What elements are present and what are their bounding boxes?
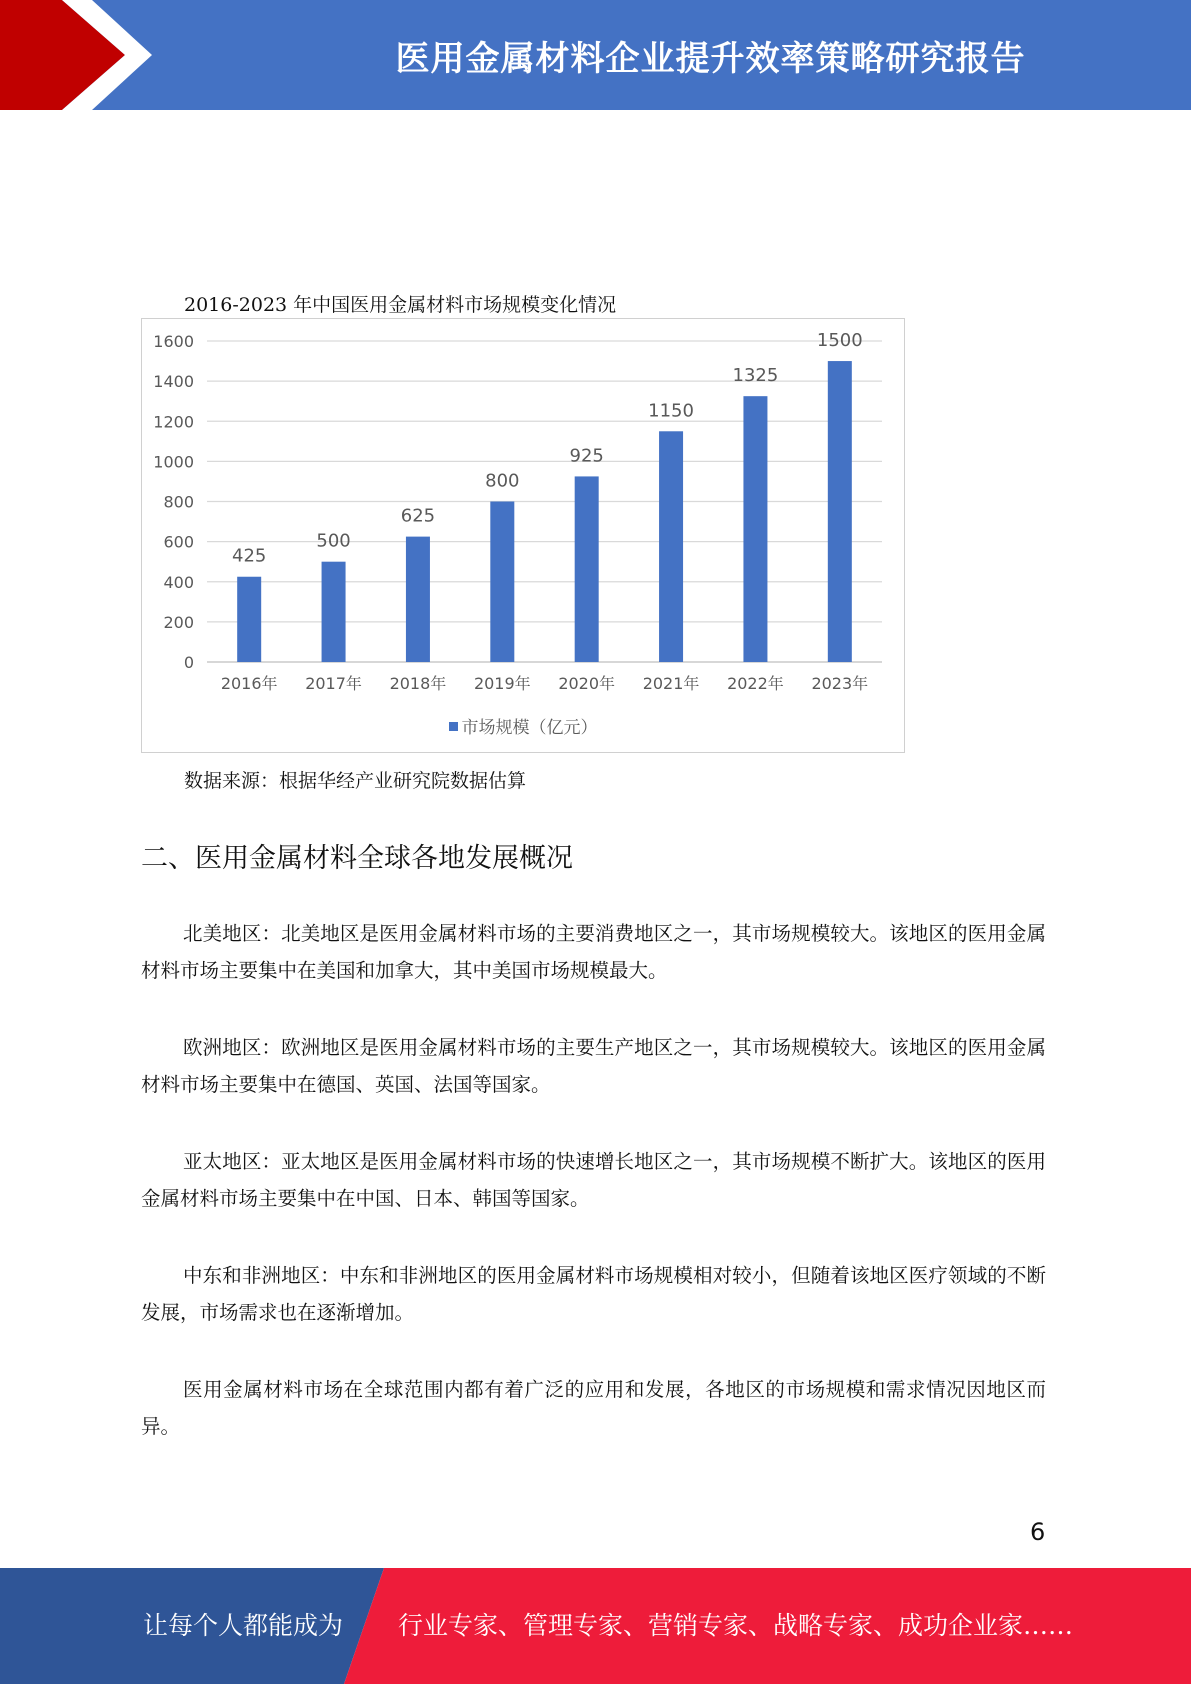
x-tick-label: 2017年 (305, 674, 362, 693)
data-label: 625 (400, 505, 436, 527)
y-tick-label: 600 (163, 532, 194, 552)
x-tick-label: 2016年 (220, 674, 278, 693)
x-tick-label: 2019年 (473, 674, 531, 693)
section-heading: 二、医用金属材料全球各地发展概况 (141, 843, 573, 874)
bar (490, 502, 514, 663)
data-label: 1150 (648, 400, 694, 422)
bar (322, 562, 346, 662)
paragraph-middle-east-africa: 中东和非洲地区：中东和非洲地区的医用金属材料市场规模相对较小，但随着该地区医疗领域的不断发展，市场需求也在逐渐增加。 (141, 1264, 1046, 1324)
data-label: 1500 (816, 330, 863, 352)
chart-svg (142, 319, 904, 752)
y-tick-label: 1200 (153, 412, 194, 432)
paragraph-europe: 欧洲地区：欧洲地区是医用金属材料市场的主要生产地区之一，其市场规模较大。该地区的医用金属材料市场主要集中在德国、英国、法国等国家。 (141, 1036, 1046, 1096)
footer-slogan-left: 让每个人都能成为 (143, 1611, 344, 1640)
bar (743, 396, 767, 662)
y-tick-label: 800 (163, 492, 194, 512)
footer-slogan-right: 行业专家、管理专家、营销专家、战略专家、成功企业家…… (398, 1611, 1074, 1640)
bar (575, 476, 599, 662)
paragraph-north-america: 北美地区：北美地区是医用金属材料市场的主要消费地区之一，其市场规模较大。该地区的医用金属材料市场主要集中在美国和加拿大，其中美国市场规模最大。 (141, 922, 1046, 982)
chart-caption: 2016-2023 年中国医用金属材料市场规模变化情况 (184, 294, 617, 316)
data-source-note: 数据来源：根据华经产业研究院数据估算 (184, 770, 527, 792)
data-label: 425 (232, 545, 267, 567)
page-number: 6 (1030, 1518, 1046, 1546)
data-label: 500 (316, 530, 351, 552)
bar (406, 537, 430, 662)
bar (237, 577, 261, 662)
y-tick-label: 200 (163, 612, 194, 632)
y-tick-label: 1000 (153, 452, 194, 472)
x-tick-label: 2023年 (811, 674, 869, 693)
x-tick-label: 2021年 (642, 674, 700, 693)
page-footer (0, 1568, 1191, 1684)
x-tick-label: 2022年 (727, 674, 784, 693)
chart-legend (142, 713, 904, 738)
y-tick-label: 400 (163, 572, 194, 592)
report-title: 医用金属材料企业提升效率策略研究报告 (395, 38, 1026, 79)
data-label: 925 (569, 445, 604, 467)
data-label: 800 (485, 470, 520, 492)
paragraph-summary: 医用金属材料市场在全球范围内都有着广泛的应用和发展，各地区的市场规模和需求情况因地区而异。 (141, 1378, 1046, 1438)
x-tick-label: 2018年 (389, 674, 447, 693)
data-label: 1325 (732, 365, 779, 387)
x-tick-label: 2020年 (558, 674, 616, 693)
y-tick-label: 1400 (153, 372, 194, 392)
y-tick-label: 1600 (153, 332, 194, 351)
market-size-chart (141, 318, 905, 753)
bar (659, 431, 683, 662)
y-tick-label: 0 (183, 653, 194, 672)
page-header (0, 0, 1191, 110)
legend-label: 市场规模（亿元） (461, 718, 598, 738)
paragraph-asia-pacific: 亚太地区：亚太地区是医用金属材料市场的快速增长地区之一，其市场规模不断扩大。该地区的医用金属材料市场主要集中在中国、日本、韩国等国家。 (141, 1150, 1046, 1210)
bar (828, 361, 852, 662)
legend-swatch (449, 722, 458, 731)
